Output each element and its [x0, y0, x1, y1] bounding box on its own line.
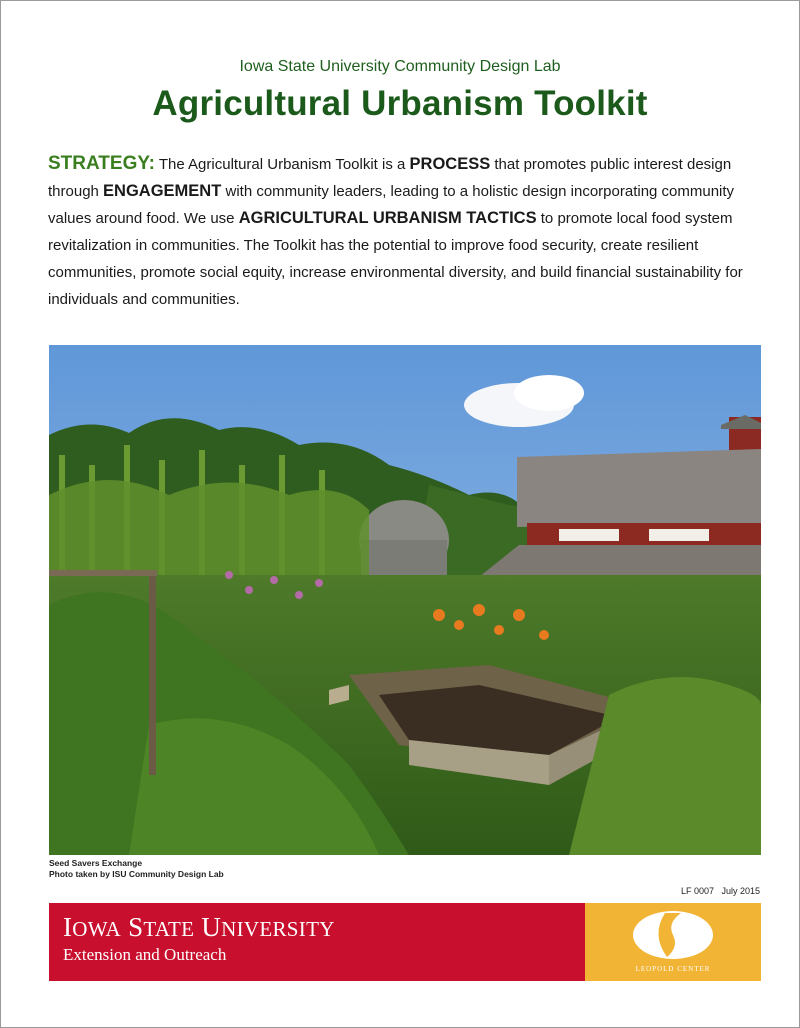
caption-line-1: Seed Savers Exchange: [49, 858, 143, 868]
page-title: Agricultural Urbanism Toolkit: [152, 84, 648, 123]
strategy-text-4: to promote local food system revitalization in communities. The Toolkit has the potential to improve food security, create resilient communities, promote social equity, increase environmental diversity, and build financial sustainability for individuals and communities.: [48, 210, 743, 308]
strategy-text-2: that promotes public interest design through: [48, 156, 732, 200]
extension-outreach-text: Extension and Outreach: [63, 945, 227, 964]
keyword-engagement: ENGAGEMENT: [103, 182, 222, 200]
leopold-center-label: LEOPOLD CENTER: [635, 965, 711, 973]
keyword-process: PROCESS: [409, 155, 491, 173]
strategy-text-3: with community leaders, leading to a holistic design incorporating community values around food. We use: [48, 183, 735, 227]
photo-caption: [49, 858, 224, 880]
strategy-text-1: The Agricultural Urbanism Toolkit is a: [154, 156, 410, 173]
isu-wordmark-logo: IOWA STATE UNIVERSITY: [63, 912, 335, 942]
leopold-center-panel: [585, 903, 761, 981]
leopold-center-logo-icon: [585, 903, 761, 963]
strategy-paragraph: [48, 150, 760, 313]
document-code: LF 0007 July 2015: [680, 886, 760, 896]
lab-name: Iowa State University Community Design Lab: [239, 58, 561, 75]
isu-red-panel: [49, 903, 585, 981]
footer-band: [49, 903, 761, 981]
garden-photo-illustration: [49, 345, 761, 855]
caption-line-2: Photo taken by ISU Community Design Lab: [49, 869, 224, 879]
garden-photo: [49, 345, 761, 855]
keyword-tactics: AGRICULTURAL URBANISM TACTICS: [238, 209, 537, 227]
strategy-label: STRATEGY:: [48, 153, 155, 174]
